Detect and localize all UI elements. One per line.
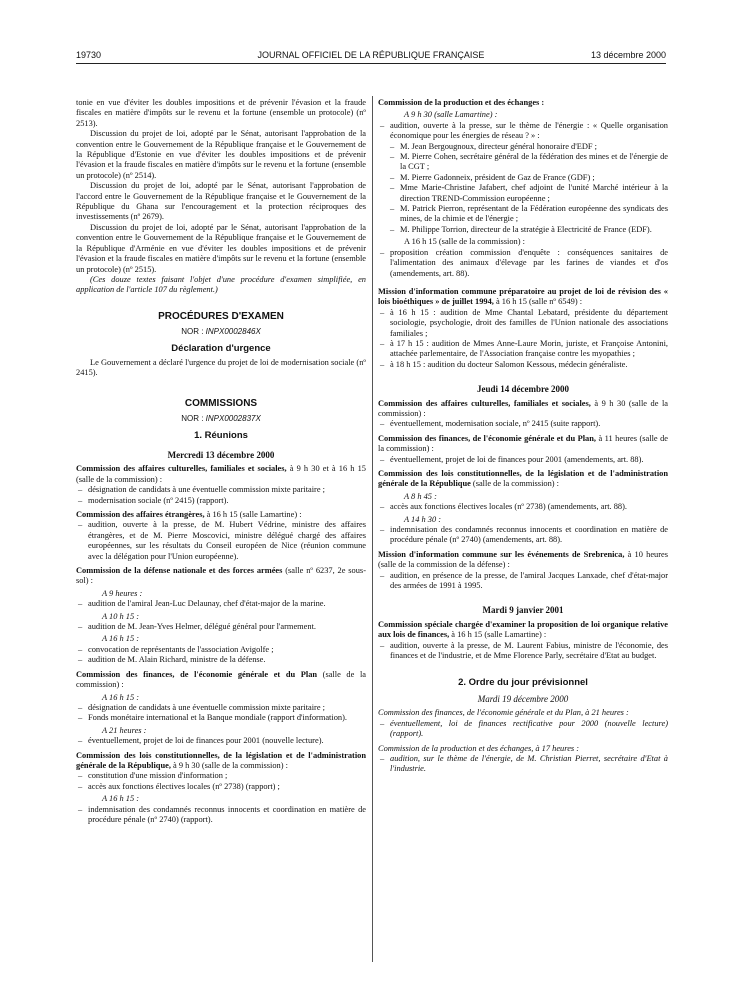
urgence-text: Le Gouvernement a déclaré l'urgence du projet de loi de modernisation sociale (nº 2415). [76,357,366,378]
time-heading: A 14 h 30 : [404,514,442,524]
agenda-item: – audition, ouverte à la presse, de M. Hubert Védrine, ministre des affaires étrangères, et de M. Pierre Moscovici, ministre délégué chargé des affaires européennes, sur les résultats du Conseil européen de Nice (réunion commune avec la délégation pour l'Union européenne). [76,520,366,562]
agenda-subitem: – Mme Marie-Christine Jafabert, chef adjoint de l'unité Marché intérieur à la direction TREND-Commission européenne ; [378,183,668,204]
agenda-item: – audition de l'amiral Jean-Luc Delaunay, chef d'état-major de la marine. [76,599,366,609]
commission-entry: Commission de la production et des échanges, à 17 heures : [378,743,580,753]
commission-entry [378,287,668,308]
agenda-list [378,248,668,279]
commission-entry [378,399,668,420]
subsection-title-urgence: Déclaration d'urgence [171,342,271,354]
time-heading: A 9 h 30 (salle Lamartine) : [404,110,498,120]
commission-details: (salle de la commission) : [76,669,366,690]
agenda-list [76,485,366,506]
agenda-list [378,754,668,775]
nor-code: INPX0002846X [205,327,261,337]
agenda-subitem: – M. Pierre Cohen, secrétaire général de la fédération des mines et de l'énergie de la CGT ; [378,152,668,173]
agenda-list [378,525,668,546]
agenda-list [76,645,366,666]
commission-name: Commission des affaires culturelles, familiales et sociales, [76,464,287,474]
commission-details: à 10 heures (salle de la commission de la défense) : [378,549,668,570]
agenda-list [76,622,366,632]
day-heading: Jeudi 14 décembre 2000 [476,384,570,395]
agenda-item: – accès aux fonctions électives locales (nº 2738) (amendements, art. 88). [378,502,668,512]
nor-label: NOR : [181,414,204,424]
agenda-item: – audition, en présence de la presse, de l'amiral Jacques Lanxade, chef d'état-major des armées de 1991 à 1995. [378,571,668,592]
commission-details: (salle nº 6237, 2e sous-sol) : [76,566,366,586]
commission-entry [76,566,366,587]
agenda-item: – éventuellement, projet de loi de finances pour 2001 (nouvelle lecture). [76,736,366,746]
time-heading: A 16 h 15 : [102,692,140,702]
agenda-item: – à 18 h 15 : audition du docteur Salomon Kessous, médecin généraliste. [378,360,668,370]
commission-details: à 9 h 30 (salle de la commission) : [378,398,668,418]
commission-details: à 16 h 15 (salle Lamartine) : [449,630,547,640]
nor-label: NOR : [181,327,204,337]
agenda-item: – éventuellement, loi de finances rectificative pour 2000 (nouvelle lecture) (rapport). [378,719,668,740]
day-heading: Mardi 9 janvier 2001 [482,605,564,616]
agenda-list [76,736,366,746]
right-column [378,98,668,775]
agenda-item: – proposition création commission d'enquête : conséquences sanitaires de l'alimentation des animaux d'élevage par les farines de viandes et d'os (amendements, art. 88). [378,248,668,279]
agenda-list [378,719,668,740]
time-heading: A 16 h 15 : [102,634,140,644]
agenda-item: – audition, sur le thème de l'énergie, de M. Christian Pierret, secrétaire d'Etat à l'industrie. [378,754,668,775]
commission-name: Commission des lois constitutionnelles, de la législation et de l'administration générale de la République, [76,750,366,770]
agenda-item: – indemnisation des condamnés reconnus innocents et coordination en matière de procédure pénale (nº 2740) (amendements, art. 88). [378,525,668,546]
intro-paragraph: Discussion du projet de loi, adopté par le Sénat, autorisant l'approbation de la convention entre le Gouvernement de la République française et le Gouvernement de la République d'Estonie en vue d'éviter les doubles impositions et de prévenir l'évasion et la fraude fiscales en matière d'impôts sur le revenu et la fortune (ensemble un protocole) (nº 2514). [76,129,366,180]
subsection-title-ordre-du-jour: 2. Ordre du jour prévisionnel [458,676,588,688]
journal-title: JOURNAL OFFICIEL DE LA RÉPUBLIQUE FRANÇAISE [257,50,485,60]
time-heading: A 8 h 45 : [404,491,437,501]
nor-code: INPX0002837X [205,414,261,424]
time-heading: A 16 h 15 : [102,794,140,804]
nor-reference [76,327,366,337]
agenda-item: – audition, ouverte à la presse, de M. Laurent Fabius, ministre de l'économie, des finances et de l'industrie, et de Mme Florence Parly, secrétaire d'Etat au budget. [378,641,668,662]
agenda-subitem: – M. Patrick Pierron, représentant de la Fédération européenne des syndicats des mines, de la chimie et de l'énergie ; [378,204,668,225]
commission-name: Commission de la production et des échanges : [378,98,545,107]
commission-entry [378,434,668,455]
commission-details: à 9 h 30 et à 16 h 15 (salle de la commission) : [76,464,366,484]
agenda-list [76,771,366,792]
commission-name: Commission des affaires étrangères, [76,510,205,519]
section-title-commissions: COMMISSIONS [184,397,258,409]
commission-entry [76,510,366,520]
agenda-item: – à 16 h 15 : audition de Mme Chantal Lebatard, présidente du département sociologie, psychologie, droit des familles de l'Union nationale des associations familiales ; [378,308,668,339]
commission-details: (salle de la commission) : [470,479,559,489]
commission-details: à 16 h 15 (salle Lamartine) : [204,510,302,519]
agenda-item: – constitution d'une mission d'information ; [76,771,366,781]
commission-name: Commission des lois constitutionnelles, de la législation et de l'administration générale de la République [378,469,668,489]
commission-name: Commission des affaires culturelles, familiales et sociales, [378,398,591,408]
agenda-item: – audition de M. Alain Richard, ministre de la défense. [76,655,366,665]
agenda-item: – indemnisation des condamnés reconnus innocents et coordination en matière de procédure pénale (nº 2740) (rapport). [76,805,366,826]
commission-entry [378,620,668,641]
commission-name: Commission des finances, de l'économie générale et du Plan, [378,433,596,443]
agenda-list [378,641,668,662]
commission-name: Mission d'information commune sur les événements de Srebrenica, [378,549,625,559]
time-heading: A 16 h 15 (salle de la commission) : [404,237,525,247]
agenda-item: – audition de M. Jean-Yves Helmer, délégué général pour l'armement. [76,622,366,632]
commission-name: Commission des finances, de l'économie générale et du Plan [76,669,318,679]
agenda-item: – Fonds monétaire international et la Banque mondiale (rapport d'information). [76,713,366,723]
agenda-list [76,520,366,562]
agenda-list [378,121,668,235]
time-heading: A 9 heures : [102,588,143,598]
agenda-item: – audition, ouverte à la presse, sur le thème de l'énergie : « Quelle organisation économique pour les énergies de réseau ? » : [378,121,668,142]
page-header [76,50,666,64]
agenda-list [378,455,668,465]
agenda-item: – désignation de candidats à une éventuelle commission mixte paritaire ; [76,703,366,713]
intro-note: (Ces douze textes faisant l'objet d'une procédure d'examen simplifiée, en application de l'article 107 du règlement.) [76,274,366,295]
nor-reference [76,414,366,424]
subsection-title-reunions: 1. Réunions [194,429,248,441]
section-title-procedures: PROCÉDURES D'EXAMEN [158,310,284,322]
commission-entry [76,670,366,691]
column-divider [372,96,373,962]
commission-name: Mission d'information commune préparatoire au projet de loi de révision des « lois bioéthiques » de juillet 1994, [378,286,668,307]
intro-paragraph: tonie en vue d'éviter les doubles impositions et de prévenir l'évasion et la fraude fiscales en matière d'impôts sur le revenu et la fortune (ensemble un protocole) (nº 2513). [76,98,366,128]
agenda-list [76,805,366,826]
agenda-list [378,308,668,370]
header-rule [76,63,666,64]
day-heading: Mardi 19 décembre 2000 [477,693,569,704]
commission-entry [76,751,366,772]
time-heading: A 21 heures : [102,725,147,735]
time-heading: A 10 h 15 : [102,611,140,621]
left-column [76,98,366,825]
agenda-list [378,571,668,592]
issue-date: 13 décembre 2000 [590,50,666,60]
agenda-item: – éventuellement, projet de loi de finances pour 2001 (amendements, art. 88). [378,455,668,465]
agenda-item: – à 17 h 15 : audition de Mmes Anne-Laure Morin, juriste, et Françoise Antonini, attachée parlementaire, de l'Association française contre les myopathies ; [378,339,668,360]
agenda-list [76,703,366,724]
agenda-subitem: – M. Philippe Torrion, directeur de la stratégie à Electricité de France (EDF). [378,225,668,235]
commission-entry: Commission des finances, de l'économie générale et du Plan, à 21 heures : [378,708,629,718]
commission-name: Commission de la défense nationale et des forces armées [76,566,283,576]
agenda-item: – accès aux fonctions électives locales (nº 2738) (rapport) ; [76,782,366,792]
agenda-subitem: – M. Jean Bergougnoux, directeur général honoraire d'EDF ; [378,142,668,152]
commission-details: à 16 h 15 (salle nº 6549) : [493,297,583,307]
page-number: 19730 [76,50,102,60]
commission-entry [378,469,668,490]
commission-name: Commission spéciale chargée d'examiner la proposition de loi organique relative aux lois de finances, [378,619,668,640]
agenda-list [378,419,668,429]
intro-paragraph: Discussion du projet de loi, adopté par le Sénat, autorisant l'approbation de l'accord entre le Gouvernement de la République française et le Gouvernement de la République du Ghana sur l'encouragement et la protection réciproques des investissements (nº 2679). [76,181,366,222]
agenda-list [76,599,366,609]
agenda-item: – éventuellement, modernisation sociale, nº 2415 (suite rapport). [378,419,668,429]
day-heading: Mercredi 13 décembre 2000 [167,449,275,460]
intro-paragraph: Discussion du projet de loi, adopté par le Sénat, autorisant l'approbation de la convention entre le Gouvernement de la République française et le Gouvernement de la République d'Arménie en vue d'éviter les doubles impositions et de prévenir l'évasion et la fraude fiscales en matière d'impôts sur le revenu et la fortune (ensemble un protocole) (nº 2515). [76,222,366,274]
commission-entry [378,550,668,571]
agenda-list [378,502,668,512]
agenda-item: – désignation de candidats à une éventuelle commission mixte paritaire ; [76,485,366,495]
agenda-item: – convocation de représentants de l'association Avigolfe ; [76,645,366,655]
commission-details: à 9 h 30 (salle de la commission) : [170,760,288,770]
agenda-item: – modernisation sociale (nº 2415) (rapport). [76,496,366,506]
commission-details: à 11 heures (salle de la commission) : [378,433,668,454]
agenda-subitem: – M. Pierre Gadonneix, président de Gaz de France (GDF) ; [378,173,668,183]
commission-entry [76,464,366,485]
